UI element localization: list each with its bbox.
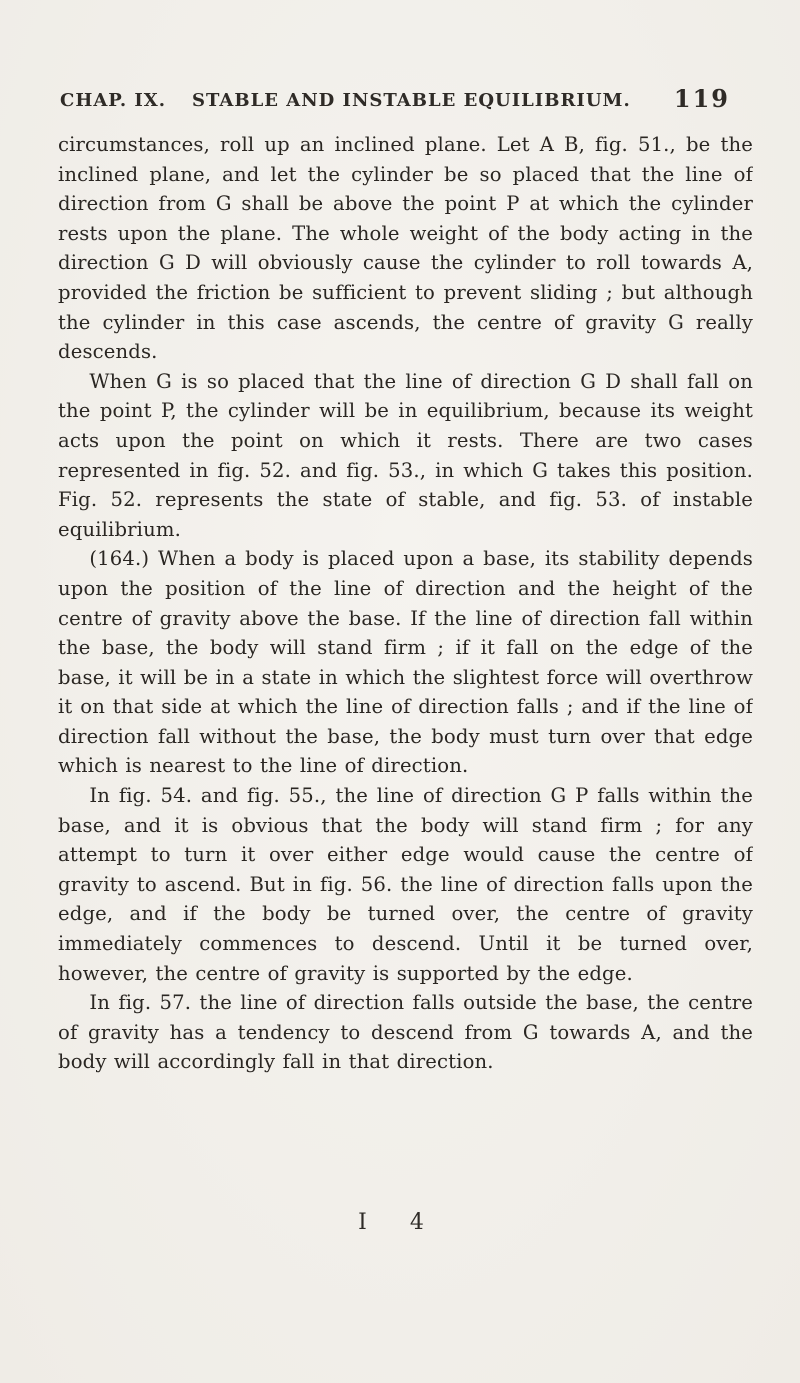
running-header — [60, 84, 730, 120]
running-title: STABLE AND INSTABLE EQUILIBRIUM. — [192, 90, 631, 111]
paragraph: In fig. 54. and fig. 55., the line of direction G P falls within the base, and it is obvious that the body will stand firm ; for any attempt to turn it over either edge would cause the centre of gravity to ascend. But in fig. 56. the line of direction falls upon the edge, and if the body be turned over, the centre of gravity immediately commences to descend. Until it be turned over, however, the centre of gravity is supported by the edge. — [58, 784, 753, 985]
signature-mark: I 4 — [358, 1210, 442, 1235]
body-text — [58, 130, 753, 1280]
paragraph: (164.) When a body is placed upon a base, its stability depends upon the position of the line of direction and the height of the centre of gravity above the base. If the line of direction fall within the base, the body will stand firm ; if it fall on the edge of the base, it will be in a state in which the slightest force will overthrow it on that side at which the line of direction falls ; and if the line of direction fall without the base, the body must turn over that edge which is nearest to the line of direction. — [58, 547, 753, 778]
paragraph: When G is so placed that the line of direction G D shall fall on the point P, the cylinder will be in equilibrium, because its weight acts upon the point on which it rests. There are two cases represented in fig. 52. and fig. 53., in which G takes this position. Fig. 52. represents the state of stable, and fig. 53. of instable equilibrium. — [58, 369, 753, 541]
paragraph: In fig. 57. the line of direction falls outside the base, the centre of gravity has a tendency to descend from G towards A, and the body will accordingly fall in that direction. — [58, 991, 753, 1074]
page-number: 119 — [673, 84, 730, 113]
chapter-label: CHAP. IX. — [60, 90, 167, 111]
paragraph: circumstances, roll up an inclined plane. Let A B, fig. 51., be the inclined plane, and let the cylinder be so placed that the line of direction from G shall be above the point P at which the cylinder rests upon the plane. The whole weight of the body acting in the direction G D will obviously cause the cylinder to roll towards A, provided the friction be sufficient to prevent sliding ; but although the cylinder in this case ascends, the centre of gravity G really descends. — [58, 133, 753, 364]
